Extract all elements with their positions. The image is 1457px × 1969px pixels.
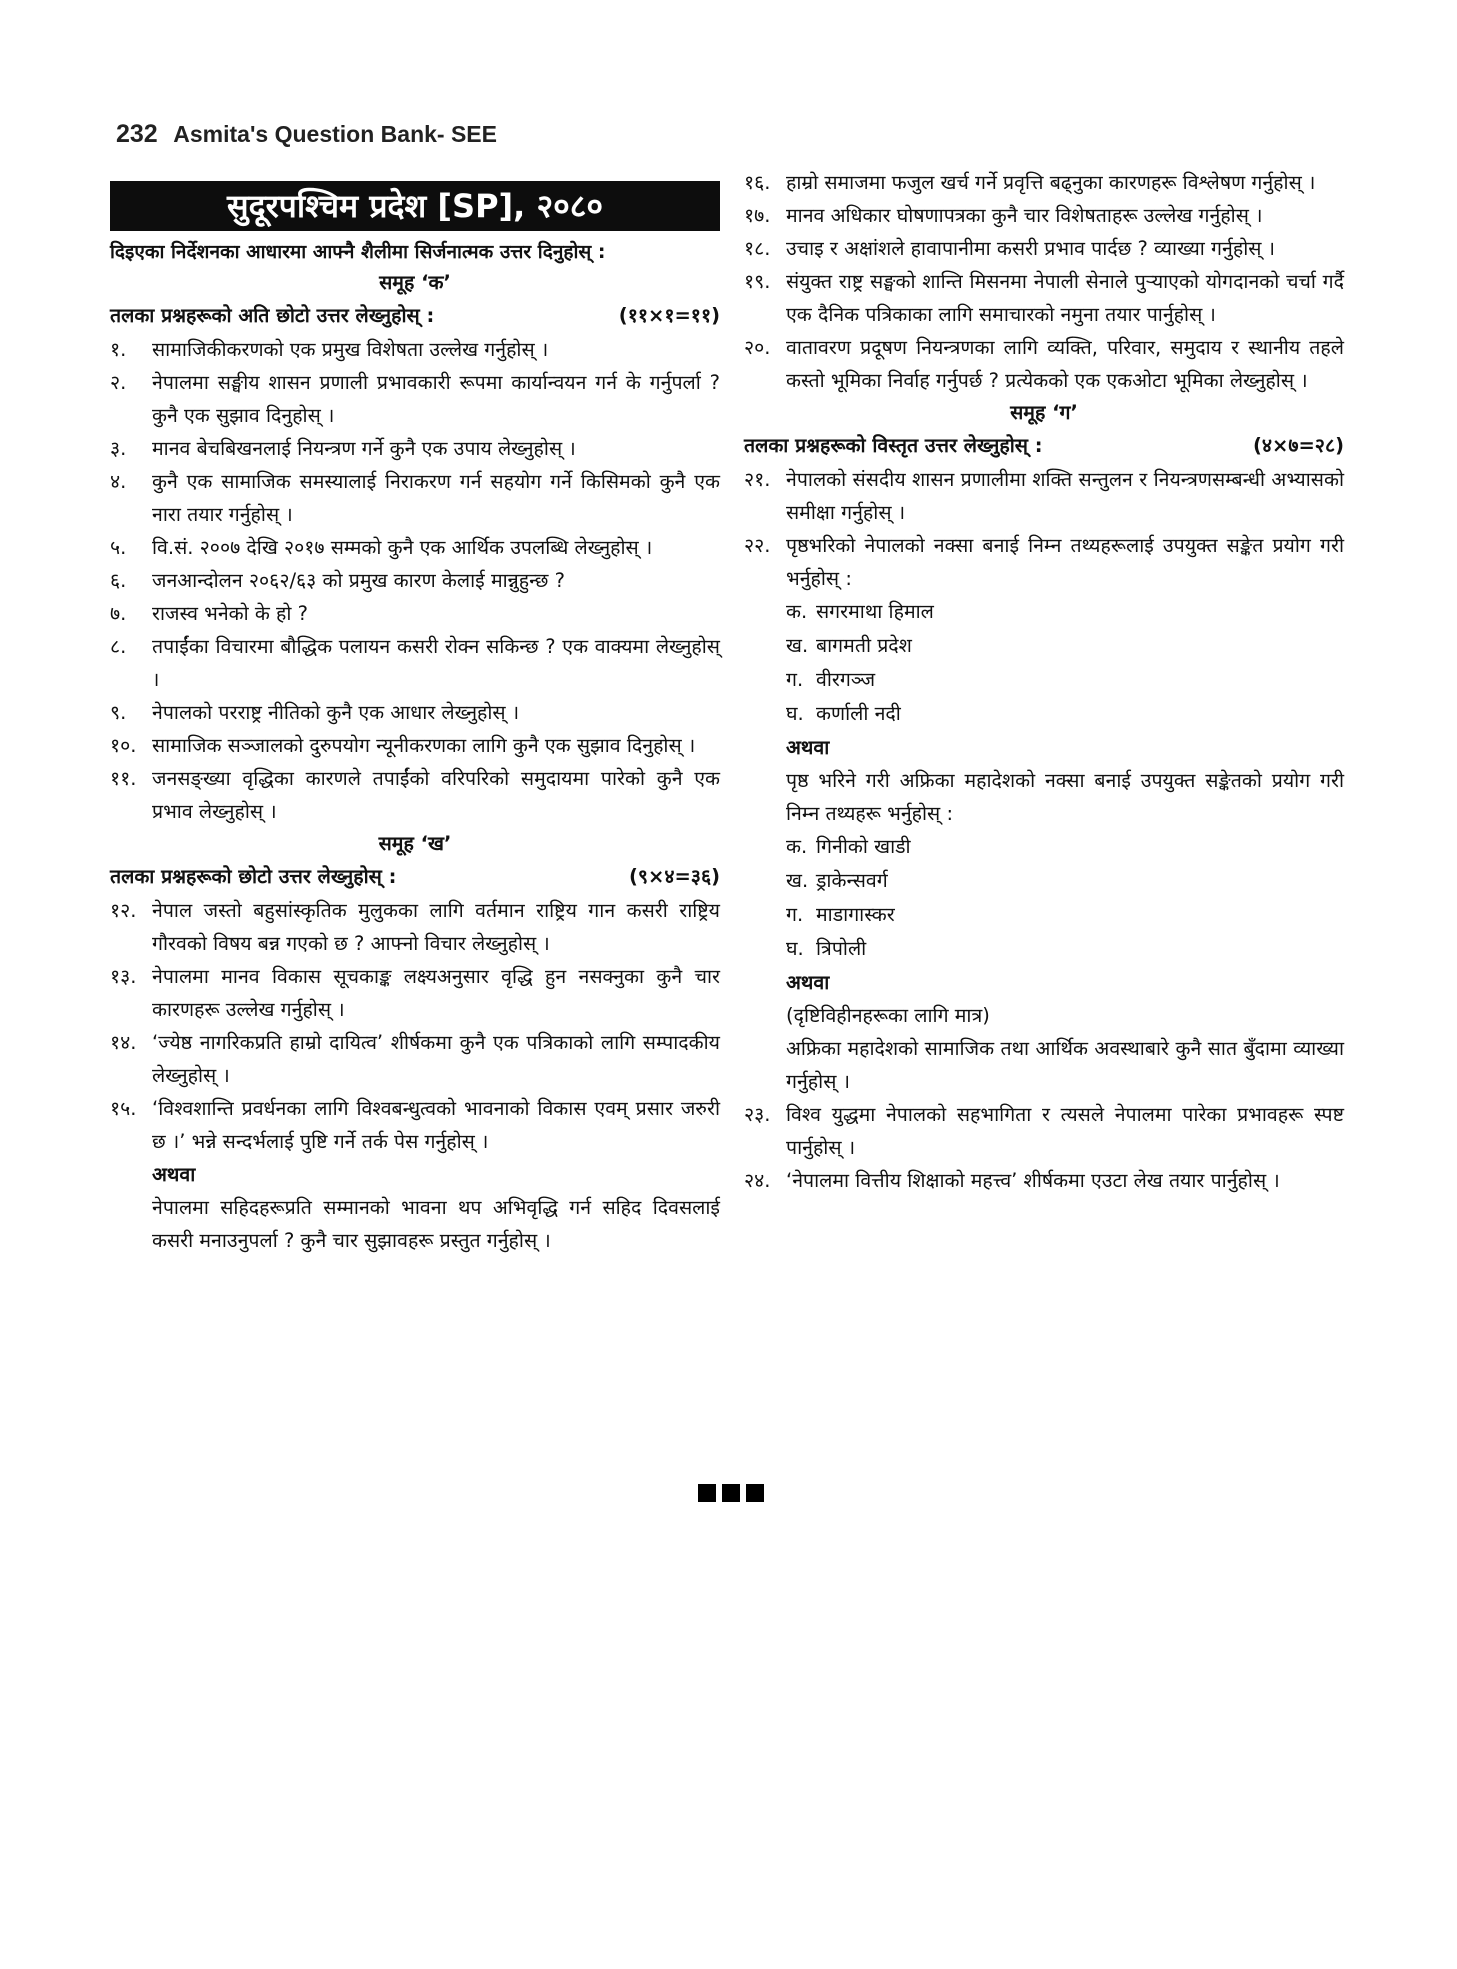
item-number: ख. <box>786 869 809 892</box>
item-number: १४. <box>110 1031 137 1054</box>
section-marks: (९×४=३६) <box>628 865 720 888</box>
item-text: तपाईंका विचारमा बौद्धिक पलायन कसरी रोक्न सकिन्छ ? एक वाक्यमा लेख्नुहोस् । <box>152 635 720 691</box>
sub-item <box>744 830 1344 864</box>
group-ga-title: समूह ‘ग’ <box>1010 401 1078 424</box>
or-label: अथवा <box>786 736 830 759</box>
question-item <box>110 696 720 729</box>
item-text: नेपाल जस्तो बहुसांस्कृतिक मुलुकका लागि वर्तमान राष्ट्रिय गान कसरी राष्ट्रिय गौरवको विषय बन्न गएको छ ? आफ्नो विचार लेख्नुहोस् । <box>152 899 720 955</box>
item-text: नेपालमा मानव विकास सूचकाङ्क लक्ष्यअनुसार वृद्धि हुन नसक्नुका कुनै चार कारणहरू उल्लेख गर्नुहोस् । <box>152 965 720 1021</box>
item-number: ६. <box>110 569 127 592</box>
question-item <box>110 531 720 564</box>
item-text: सामाजिकीकरणको एक प्रमुख विशेषता उल्लेख गर्नुहोस् । <box>152 338 549 361</box>
sub-item <box>744 898 1344 932</box>
section-heading: तलका प्रश्नहरूको अति छोटो उत्तर लेख्नुहोस् : <box>110 304 435 327</box>
item-number: ५. <box>110 536 127 559</box>
question-21: २१. नेपालको संसदीय शासन प्रणालीमा शक्ति सन्तुलन र नियन्त्रणसम्बन्धी अभ्यासको समीक्षा गर्नुहोस् । <box>744 468 1344 524</box>
item-text: सामाजिक सञ्जालको दुरुपयोग न्यूनीकरणका लागि कुनै एक सुझाव दिनुहोस् । <box>152 734 696 757</box>
item-number: घ. <box>786 937 804 960</box>
item-number: ग. <box>786 668 804 691</box>
item-text: वि.सं. २००७ देखि २०१७ सम्मको कुनै एक आर्थिक उपलब्धि लेख्नुहोस् । <box>152 536 653 559</box>
item-text: संयुक्त राष्ट्र सङ्घको शान्ति मिसनमा नेपाली सेनाले पुऱ्याएको योगदानको चर्चा गर्दै एक दैनिक पत्रिकाका लागि समाचारको नमुना तयार पार्नुहोस् । <box>786 270 1344 326</box>
section-marks: (११×१=११) <box>618 304 720 327</box>
item-number: १५. <box>110 1097 137 1120</box>
question-item <box>110 630 720 696</box>
left-column <box>110 166 720 1257</box>
map-items-africa <box>744 830 1344 966</box>
or-question-text: अफ्रिका महादेशको सामाजिक तथा आर्थिक अवस्थाबारे कुनै सात बुँदामा व्याख्या गर्नुहोस् । <box>786 1037 1344 1093</box>
item-number: १३. <box>110 965 137 988</box>
question-24: २४. ‘नेपालमा वित्तीय शिक्षाको महत्त्व’ शीर्षकमा एउटा लेख तयार पार्नुहोस् । <box>744 1169 1280 1192</box>
group-ka-title: समूह ‘क’ <box>379 271 451 294</box>
end-of-section-marker <box>698 1484 764 1502</box>
group-ka-questions <box>110 333 720 828</box>
end-square <box>722 1484 740 1502</box>
item-number: ख. <box>786 634 809 657</box>
item-number: १. <box>110 338 127 361</box>
item-text: ड्राकेन्सवर्ग <box>816 869 888 892</box>
item-text: गिनीको खाडी <box>816 835 911 858</box>
item-number: ग. <box>786 903 804 926</box>
item-text: कर्णाली नदी <box>816 702 901 725</box>
item-text: जनसङ्ख्या वृद्धिका कारणले तपाईंको वरिपरिको समुदायमा पारेको कुनै एक प्रभाव लेख्नुहोस् । <box>152 767 720 823</box>
sub-item <box>744 697 1344 731</box>
question-item <box>110 762 720 828</box>
general-instruction: दिइएका निर्देशनका आधारमा आफ्नै शैलीमा सिर्जनात्मक उत्तर दिनुहोस् : <box>110 241 606 263</box>
or-question-text: नेपालमा सहिदहरूप्रति सम्मानको भावना थप अभिवृद्धि गर्न सहिद दिवसलाई कसरी मनाउनुपर्ला ? कुनै चार सुझावहरू प्रस्तुत गर्नुहोस् । <box>152 1196 720 1252</box>
item-number: ७. <box>110 602 127 625</box>
item-number: ९. <box>110 701 127 724</box>
item-text: वीरगञ्ज <box>816 668 876 691</box>
item-text: मानव अधिकार घोषणापत्रका कुनै चार विशेषताहरू उल्लेख गर्नुहोस् । <box>786 204 1263 227</box>
question-23: २३. विश्व युद्धमा नेपालको सहभागिता र त्यसले नेपालमा पारेका प्रभावहरू स्पष्ट पार्नुहोस् । <box>744 1103 1344 1159</box>
page-number: 232 <box>116 120 158 148</box>
item-text: माडागास्कर <box>816 903 895 926</box>
item-text: ‘ज्येष्ठ नागरिकप्रति हाम्रो दायित्व’ शीर्षकमा कुनै एक पत्रिकाको लागि सम्पादकीय लेख्नुहोस् । <box>152 1031 720 1087</box>
question-item <box>744 199 1344 232</box>
item-text: बागमती प्रदेश <box>816 634 912 657</box>
question-item <box>744 166 1344 199</box>
item-text: त्रिपोली <box>816 937 867 960</box>
item-text: हाम्रो समाजमा फजुल खर्च गर्ने प्रवृत्ति बढ्नुका कारणहरू विश्लेषण गर्नुहोस् । <box>786 171 1316 194</box>
group-ka-heading <box>110 299 720 333</box>
question-item <box>110 1026 720 1092</box>
page-header <box>116 120 497 149</box>
sub-item <box>744 932 1344 966</box>
item-number: क. <box>786 600 808 623</box>
question-item <box>110 333 720 366</box>
item-text: जनआन्दोलन २०६२/६३ को प्रमुख कारण केलाई मान्नुहुन्छ ? <box>152 569 565 592</box>
section-marks: (४×७=२८) <box>1252 434 1344 457</box>
item-number: १८. <box>744 237 771 260</box>
item-text: नेपालको परराष्ट्र नीतिको कुनै एक आधार लेख्नुहोस् । <box>152 701 520 724</box>
question-item <box>110 597 720 630</box>
question-item <box>110 366 720 432</box>
question-item <box>110 894 720 960</box>
item-text: उचाइ र अक्षांशले हावापानीमा कसरी प्रभाव पार्दछ ? व्याख्या गर्नुहोस् । <box>786 237 1276 260</box>
sub-item <box>744 864 1344 898</box>
section-heading: तलका प्रश्नहरूको छोटो उत्तर लेख्नुहोस् : <box>110 865 397 888</box>
item-number: १०. <box>110 734 137 757</box>
or-note: (दृष्टिविहीनहरूका लागि मात्र) <box>786 1004 990 1027</box>
item-number: क. <box>786 835 808 858</box>
item-number: २०. <box>744 336 771 359</box>
item-text: वातावरण प्रदूषण नियन्त्रणका लागि व्यक्ति, परिवार, समुदाय र स्थानीय तहले कस्तो भूमिका निर्वाह गर्नुपर्छ ? प्रत्येकको एक एकओटा भूमिका लेख्नुहोस् । <box>786 336 1344 392</box>
question-22: २२. पृष्ठभरिको नेपालको नक्सा बनाई निम्न तथ्यहरूलाई उपयुक्त सङ्केत प्रयोग गरी भर्नुहोस् : <box>744 534 1344 590</box>
sub-item <box>744 663 1344 697</box>
question-item <box>110 465 720 531</box>
item-number: ३. <box>110 437 127 460</box>
item-number: २. <box>110 371 127 394</box>
right-column <box>744 166 1344 1197</box>
map-items-nepal <box>744 595 1344 731</box>
section-heading: तलका प्रश्नहरूको विस्तृत उत्तर लेख्नुहोस् : <box>744 434 1043 457</box>
item-number: १२. <box>110 899 137 922</box>
item-number: घ. <box>786 702 804 725</box>
or-label: अथवा <box>152 1163 196 1186</box>
group-kha-title: समूह ‘ख’ <box>378 832 452 855</box>
question-item <box>744 331 1344 397</box>
item-text: ‘विश्वशान्ति प्रवर्धनका लागि विश्वबन्धुत्वको भावनाको विकास एवम् प्रसार जरुरी छ ।’ भन्ने सन्दर्भलाई पुष्टि गर्ने तर्क पेस गर्नुहोस् । <box>152 1097 720 1153</box>
or-question-text: पृष्ठ भरिने गरी अफ्रिका महादेशको नक्सा बनाई उपयुक्त सङ्केतको प्रयोग गरी निम्न तथ्यहरू भर्नुहोस् : <box>786 769 1344 825</box>
item-text: राजस्व भनेको के हो ? <box>152 602 309 625</box>
question-item <box>110 432 720 465</box>
item-number: ४. <box>110 470 127 493</box>
group-kha-questions-continued <box>744 166 1344 397</box>
end-square <box>698 1484 716 1502</box>
item-number: ८. <box>110 635 127 658</box>
question-item <box>110 1092 720 1158</box>
group-ga-heading <box>744 429 1344 463</box>
or-label: अथवा <box>786 971 830 994</box>
item-number: १६. <box>744 171 771 194</box>
sub-item <box>744 595 1344 629</box>
exam-title-banner: सुदूरपश्चिम प्रदेश [SP], २०८० <box>110 181 720 231</box>
end-square <box>746 1484 764 1502</box>
item-text: सगरमाथा हिमाल <box>816 600 934 623</box>
item-number: ११. <box>110 767 137 790</box>
item-text: नेपालमा सङ्घीय शासन प्रणाली प्रभावकारी रूपमा कार्यान्वयन गर्न के गर्नुपर्ला ? कुनै एक सुझाव दिनुहोस् । <box>152 371 720 427</box>
question-item <box>744 232 1344 265</box>
question-item <box>110 729 720 762</box>
item-text: कुनै एक सामाजिक समस्यालाई निराकरण गर्न सहयोग गर्ने किसिमको कुनै एक नारा तयार गर्नुहोस् । <box>152 470 720 526</box>
group-kha-questions <box>110 894 720 1158</box>
question-item <box>110 564 720 597</box>
item-number: १९. <box>744 270 771 293</box>
question-item <box>110 960 720 1026</box>
question-item <box>744 265 1344 331</box>
item-text: मानव बेचबिखनलाई नियन्त्रण गर्ने कुनै एक उपाय लेख्नुहोस् । <box>152 437 576 460</box>
book-title: Asmita's Question Bank- SEE <box>173 121 497 147</box>
item-number: १७. <box>744 204 771 227</box>
sub-item <box>744 629 1344 663</box>
group-kha-heading <box>110 860 720 894</box>
